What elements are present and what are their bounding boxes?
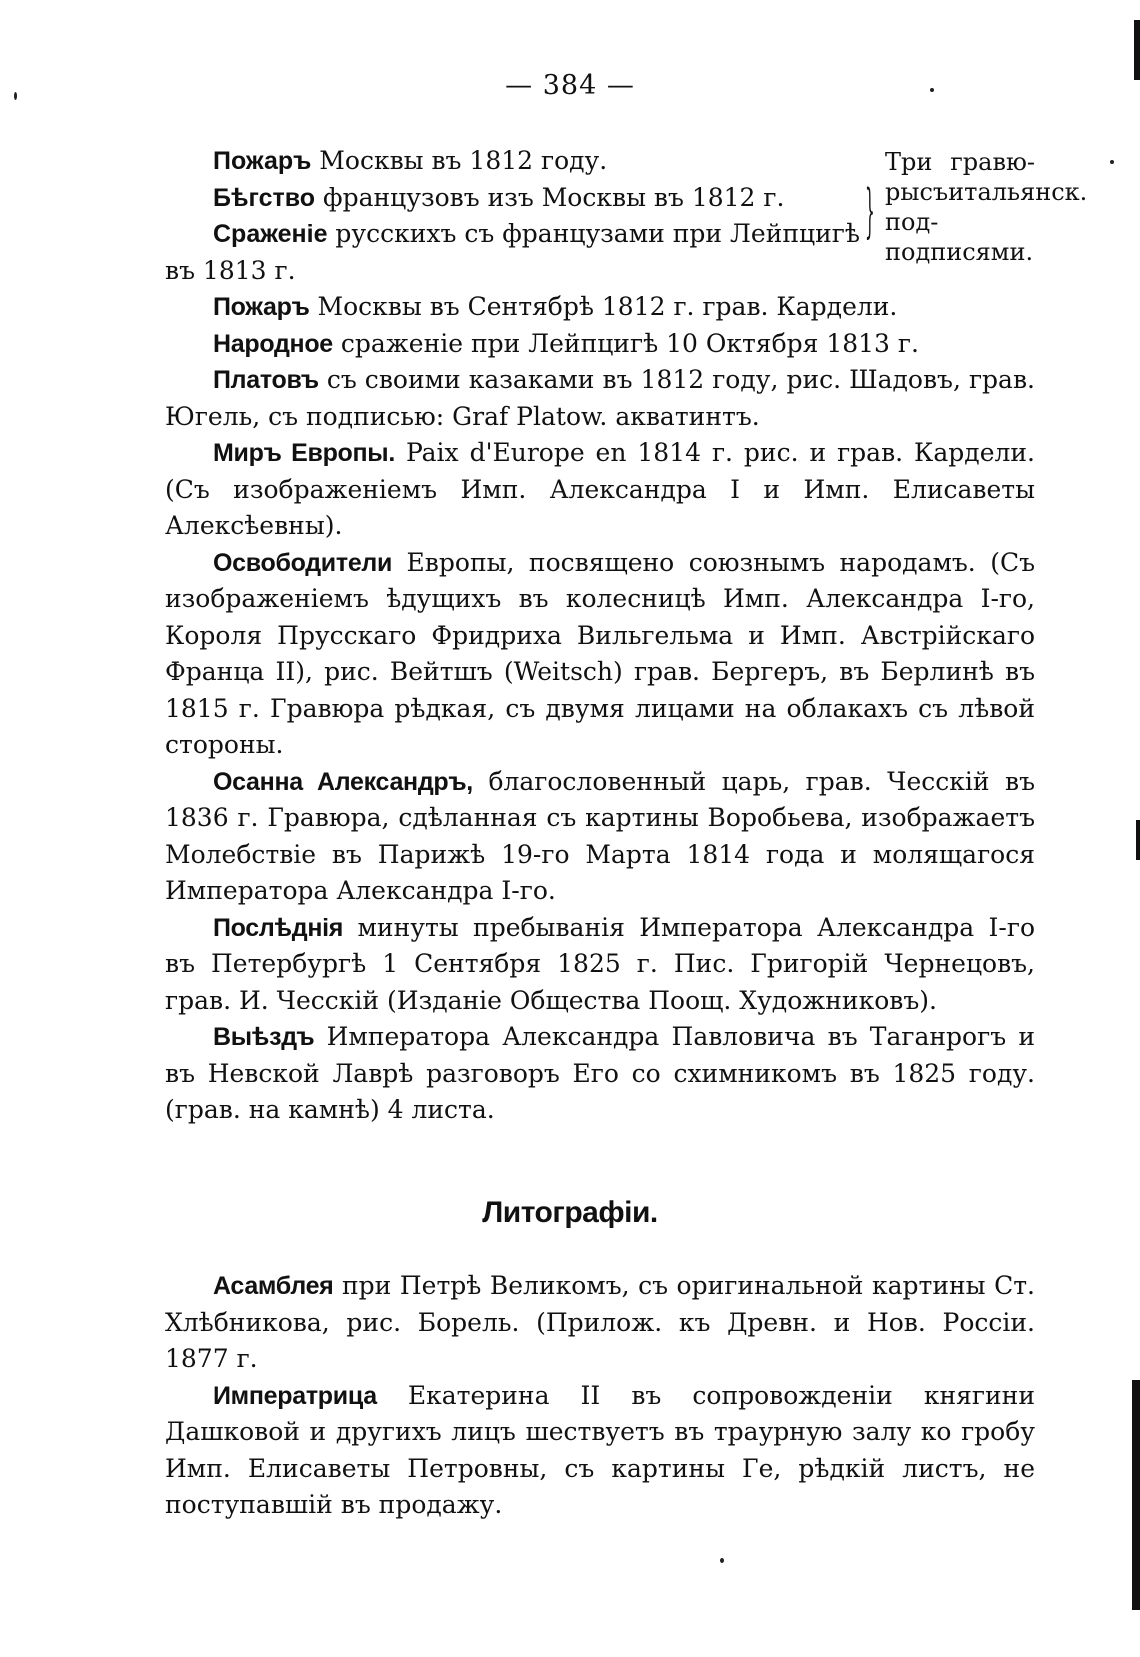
list-item bbox=[165, 362, 1035, 435]
entry-text: минуты пребыванія Императора Александра I-го въ Петербургѣ 1 Сентября 1825 г. Пис. Григорій Чернецовъ, грав. И. Чесскій (Изданіе Общества Поощ. Художниковъ). bbox=[165, 912, 1035, 1015]
entry-title: Освободители bbox=[213, 548, 393, 577]
list-item bbox=[165, 1378, 1035, 1524]
entry-title: Сраженіе bbox=[213, 220, 328, 248]
entry-title: Выѣздъ bbox=[213, 1023, 315, 1051]
entry-title: Пожаръ bbox=[213, 293, 310, 321]
scan-speck bbox=[720, 1558, 724, 1563]
entry-text: при Петрѣ Великомъ, съ оригинальной картины Ст. Хлѣбникова, рис. Борель. (Прилож. къ Древн. и Нов. Россіи. 1877 г. bbox=[165, 1271, 1035, 1373]
section-heading: Литографіи. bbox=[482, 1196, 658, 1229]
list-item bbox=[165, 435, 1035, 545]
scan-speck bbox=[14, 92, 17, 100]
entry-title: Миръ Европы. bbox=[213, 439, 396, 467]
list-item bbox=[165, 1019, 1035, 1129]
group-line bbox=[165, 253, 865, 290]
entry-text: Екатерина II въ сопровожденіи княгини Дашковой и другихъ лицъ шествуетъ въ траурную залу ко гробу Имп. Елисаветы Петровны, съ картины Ге, рѣдкій листъ, не поступавшій въ продажу. bbox=[165, 1380, 1035, 1519]
page-number: — 384 — bbox=[505, 70, 635, 101]
group-line bbox=[165, 216, 865, 253]
grouped-engravings bbox=[165, 143, 1088, 289]
scan-edge-mark bbox=[1134, 20, 1140, 80]
list-item bbox=[165, 545, 1035, 764]
entry-title: Пожаръ bbox=[213, 147, 312, 175]
entry-text: русскихъ съ французами при Лейпцигѣ bbox=[327, 219, 860, 248]
group-line bbox=[165, 180, 865, 217]
list-item bbox=[165, 1268, 1035, 1378]
list-item bbox=[165, 326, 1035, 363]
scan-edge-mark bbox=[1136, 820, 1140, 860]
entry-text: Императора Александра Павловича въ Таганрогъ и въ Невской Лаврѣ разговоръ Его со схимникомъ въ 1825 году. (грав. на камнѣ) 4 листа. bbox=[165, 1022, 1035, 1124]
entry-text: въ 1813 г. bbox=[165, 255, 296, 285]
entry-title: Осанна Александръ, bbox=[213, 767, 473, 796]
engravings-list bbox=[165, 289, 1035, 1129]
grouped-engravings-lines bbox=[165, 143, 865, 289]
entry-title: Платовъ bbox=[213, 366, 319, 394]
entry-title: Бѣгство bbox=[213, 183, 316, 212]
entry-text: Paix d'Europe en 1814 г. рис. и грав. Кардели. (Съ изображеніемъ Имп. Александра I и Имп. Елисаветы Алексѣевны). bbox=[165, 438, 1035, 540]
entry-text: Москвы въ 1812 году. bbox=[311, 146, 608, 175]
entry-title: Асамблея bbox=[213, 1272, 334, 1300]
scan-speck bbox=[930, 88, 934, 92]
entry-text: французовъ изъ Москвы въ 1812 г. bbox=[315, 182, 785, 212]
list-item bbox=[165, 764, 1035, 910]
grouping-brace: } bbox=[865, 177, 875, 246]
side-note: Три гравю-рысъитальянск. под-подписями. bbox=[885, 148, 1088, 266]
lithographs-list bbox=[165, 1268, 1035, 1524]
group-line bbox=[165, 143, 865, 180]
entry-title: Послѣднія bbox=[213, 913, 344, 942]
entry-title: Народное bbox=[213, 329, 333, 358]
scan-edge-mark bbox=[1132, 1380, 1140, 1610]
entry-text: благословенный царь, грав. Чесскій въ 1836 г. Гравюра, сдѣланная съ картины Воробьева, изображаетъ Молебствіе въ Парижѣ 19-го Марта 1814 года и молящагося Императора Александра I-го. bbox=[165, 766, 1035, 905]
entry-text: съ своими казаками въ 1812 году, рис. Шадовъ, грав. Югель, съ подписью: Graf Platow. акватинтъ. bbox=[165, 365, 1035, 431]
entry-title: Императрица bbox=[213, 1381, 377, 1410]
scan-speck bbox=[1110, 160, 1114, 164]
list-item bbox=[165, 289, 1035, 326]
entry-text: Европы, посвящено союзнымъ народамъ. (Съ изображеніемъ ѣдущихъ въ колесницѣ Имп. Александра I-го, Короля Прусскаго Фридриха Вильгельма и Имп. Австрійскаго Франца II), рис. Вейтшъ (Weitsch) грав. Бергеръ, въ Берлинѣ въ 1815 г. Гравюра рѣдкая, съ двумя лицами на облакахъ съ лѣвой стороны. bbox=[165, 547, 1035, 759]
list-item bbox=[165, 910, 1035, 1020]
entry-text: сраженіе при Лейпцигѣ 10 Октября 1813 г. bbox=[332, 328, 919, 358]
entry-text: Москвы въ Сентябрѣ 1812 г. грав. Кардели. bbox=[309, 292, 898, 321]
